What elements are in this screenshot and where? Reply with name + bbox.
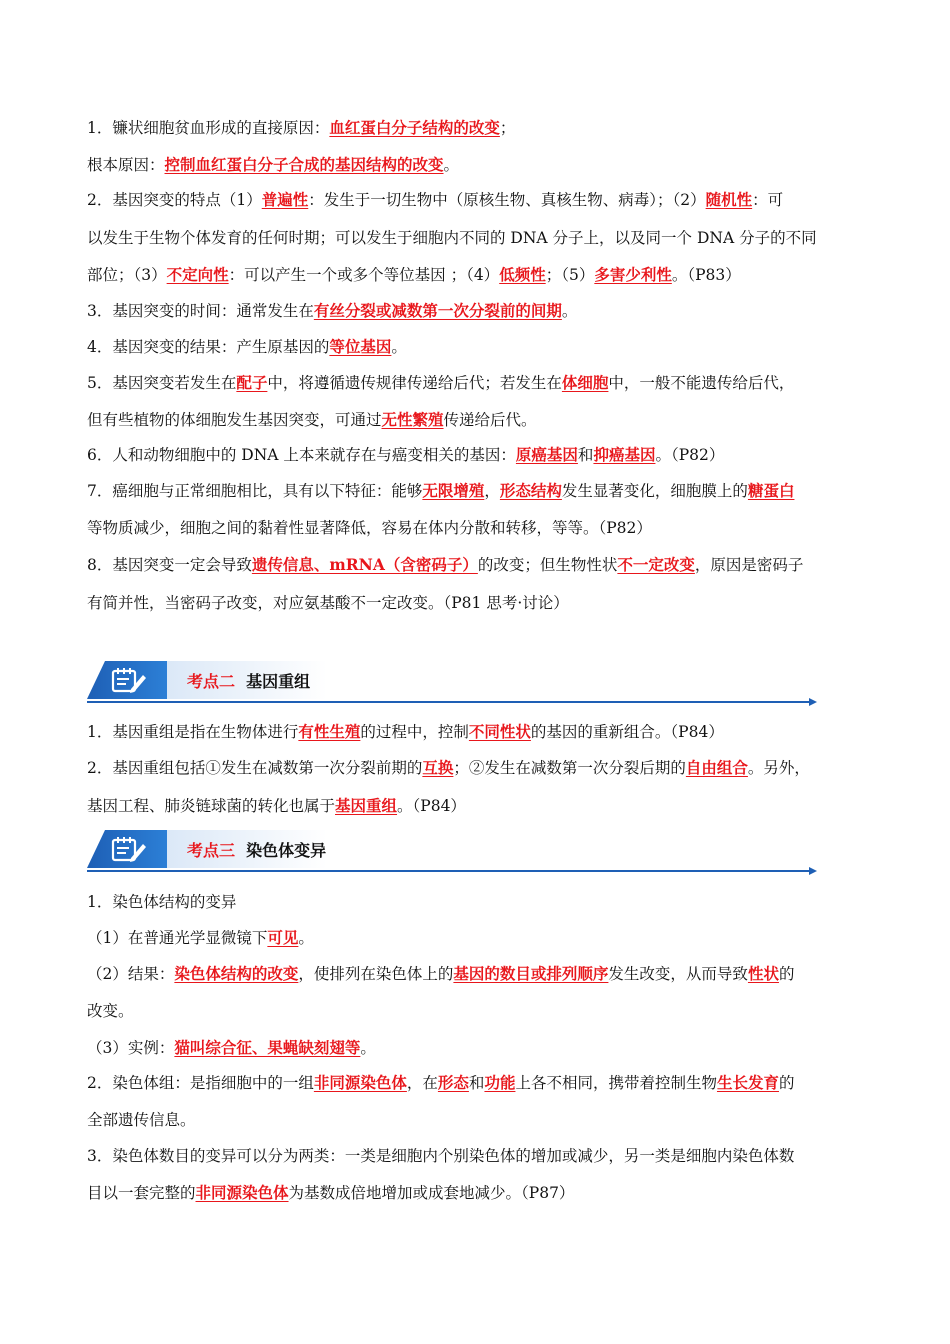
text: 中，将遵循遗传规律传递给后代；若发生在 bbox=[267, 374, 562, 392]
answer-highlight: 血红蛋白分子结构的改变 bbox=[329, 118, 500, 137]
answer-highlight: 不一定改变 bbox=[617, 555, 695, 574]
answer-highlight: 糖蛋白 bbox=[747, 481, 795, 500]
answer-highlight: 体细胞 bbox=[561, 373, 609, 392]
text-line bbox=[87, 445, 877, 465]
text: 7．癌细胞与正常细胞相比，具有以下特征：能够 bbox=[87, 482, 423, 500]
answer-highlight: 非同源染色体 bbox=[313, 1073, 407, 1092]
text-line: 3．染色体数目的变异可以分为两类：一类是细胞内个别染色体的增加或减少，另一类是细胞内染色体数 bbox=[87, 1147, 795, 1165]
text: 为基数成倍地增加或成套地减少。（P87） bbox=[288, 1184, 575, 1202]
text-line bbox=[87, 1073, 877, 1093]
text: 。 bbox=[298, 929, 314, 947]
text: （1）在普通光学显微镜下 bbox=[87, 929, 268, 947]
section-number: 考点三 bbox=[187, 841, 236, 860]
answer-highlight: 遗传信息、mRNA（含密码子） bbox=[251, 555, 478, 574]
text-line bbox=[87, 555, 877, 575]
answer-highlight: 染色体结构的改变 bbox=[174, 964, 299, 983]
text: 2．染色体组：是指细胞中的一组 bbox=[87, 1074, 314, 1092]
text: ：可 bbox=[752, 191, 784, 209]
text: 的基因的重新组合。（P84） bbox=[530, 723, 724, 741]
text: 2．基因重组包括①发生在减数第一次分裂前期的 bbox=[87, 759, 423, 777]
text: ； bbox=[499, 119, 516, 137]
answer-highlight: 抑癌基因 bbox=[593, 445, 656, 464]
answer-highlight: 生长发育 bbox=[716, 1073, 779, 1092]
rule-arrow-icon bbox=[809, 867, 817, 875]
text: 4．基因突变的结果：产生原基因的 bbox=[87, 338, 330, 356]
section-title bbox=[187, 669, 310, 692]
answer-highlight: 等位基因 bbox=[329, 337, 392, 356]
text: 和 bbox=[577, 446, 594, 464]
text-line bbox=[87, 410, 877, 430]
text-line bbox=[87, 758, 877, 778]
text: 5．基因突变若发生在 bbox=[87, 374, 237, 392]
text-line bbox=[87, 796, 877, 816]
text: 目以一套完整的 bbox=[87, 1184, 196, 1202]
text-line bbox=[87, 481, 877, 501]
notepad-icon bbox=[109, 834, 149, 864]
answer-highlight: 多害少利性 bbox=[594, 265, 672, 284]
answer-highlight: 形态结构 bbox=[499, 481, 562, 500]
text: 但有些植物的体细胞发生基因突变，可通过 bbox=[87, 411, 382, 429]
text: ；（5） bbox=[545, 266, 595, 284]
section-title-text: 基因重组 bbox=[246, 672, 311, 691]
text: 发生改变，从而导致 bbox=[608, 965, 748, 983]
text-line bbox=[87, 928, 877, 948]
text: 基因工程、肺炎链球菌的转化也属于 bbox=[87, 797, 336, 815]
text: 8．基因突变一定会导致 bbox=[87, 556, 252, 574]
text: ， bbox=[484, 482, 500, 500]
answer-highlight: 控制血红蛋白分子合成的基因结构的改变 bbox=[164, 155, 444, 174]
text: 。 bbox=[443, 156, 460, 174]
text: ：发生于一切生物中（原核生物、真核生物、病毒）；（2） bbox=[308, 191, 706, 209]
text: 。 bbox=[360, 1039, 376, 1057]
text: 。 bbox=[561, 302, 578, 320]
text-line bbox=[87, 1183, 877, 1203]
text-line bbox=[87, 337, 877, 357]
answer-highlight: 形态 bbox=[437, 1073, 469, 1092]
text-line: 等物质减少，细胞之间的黏着性显著降低，容易在体内分散和转移，等等。（P82） bbox=[87, 519, 652, 537]
answer-highlight: 不定向性 bbox=[166, 265, 229, 284]
section-title-text: 染色体变异 bbox=[246, 841, 327, 860]
text: 的 bbox=[778, 1074, 795, 1092]
text-line bbox=[87, 722, 877, 742]
section-rule bbox=[87, 701, 811, 703]
text: 2．基因突变的特点（1） bbox=[87, 191, 262, 209]
text-line bbox=[87, 373, 877, 393]
text: ：可以产生一个或多个等位基因 ；（4） bbox=[228, 266, 500, 284]
answer-highlight: 配子 bbox=[236, 373, 268, 392]
text: 1．基因重组是指在生物体进行 bbox=[87, 723, 299, 741]
text-line: 以发生于生物个体发育的任何时期；可以发生于细胞内不同的 DNA 分子上，以及同一个 DNA 分子的不同 bbox=[87, 229, 817, 247]
text-line: 全部遗传信息。 bbox=[87, 1111, 196, 1129]
answer-highlight: 可见 bbox=[267, 928, 299, 947]
answer-highlight: 无限增殖 bbox=[422, 481, 485, 500]
text-line bbox=[87, 190, 877, 210]
text-line: 1．染色体结构的变异 bbox=[87, 893, 237, 911]
text-line bbox=[87, 964, 877, 984]
text: 传递给后代。 bbox=[443, 411, 537, 429]
text-line bbox=[87, 301, 877, 321]
section-number: 考点二 bbox=[187, 672, 236, 691]
notepad-icon bbox=[109, 665, 149, 695]
answer-highlight: 基因重组 bbox=[335, 796, 398, 815]
text: 。 bbox=[391, 338, 407, 356]
text: 。（P83） bbox=[671, 266, 741, 284]
answer-highlight: 不同性状 bbox=[468, 722, 531, 741]
text: ，使排列在染色体上的 bbox=[298, 965, 454, 983]
text: 中，一般不能遗传给后代， bbox=[608, 374, 795, 392]
answer-highlight: 有性生殖 bbox=[298, 722, 361, 741]
answer-highlight: 普遍性 bbox=[261, 190, 309, 209]
text: ；②发生在减数第一次分裂后期的 bbox=[453, 759, 686, 777]
answer-highlight: 互换 bbox=[422, 758, 454, 777]
text: 的 bbox=[778, 965, 795, 983]
text: 3．基因突变的时间：通常发生在 bbox=[87, 302, 314, 320]
answer-highlight: 基因的数目或排列顺序 bbox=[453, 964, 609, 983]
answer-highlight: 有丝分裂或减数第一次分裂前的间期 bbox=[313, 301, 562, 320]
text: （2）结果： bbox=[87, 965, 175, 983]
text-line: 有简并性，当密码子改变，对应氨基酸不一定改变。（P81 思考·讨论） bbox=[87, 594, 569, 612]
answer-highlight: 随机性 bbox=[705, 190, 753, 209]
section-rule bbox=[87, 870, 811, 872]
answer-highlight: 功能 bbox=[484, 1073, 516, 1092]
text: 1．镰状细胞贫血形成的直接原因： bbox=[87, 119, 330, 137]
text: 上各不相同，携带着控制生物 bbox=[515, 1074, 717, 1092]
answer-highlight: 猫叫综合征、果蝇缺刻翅等 bbox=[174, 1038, 361, 1057]
section-header-3 bbox=[87, 830, 817, 874]
text: 。（P84） bbox=[397, 797, 466, 815]
answer-highlight: 原癌基因 bbox=[515, 445, 578, 464]
answer-highlight: 自由组合 bbox=[685, 758, 748, 777]
text: 6．人和动物细胞中的 DNA 上本来就存在与癌变相关的基因： bbox=[87, 446, 516, 464]
answer-highlight: 性状 bbox=[747, 964, 779, 983]
text: ，在 bbox=[406, 1074, 438, 1092]
text-line bbox=[87, 1038, 877, 1058]
text-line bbox=[87, 118, 877, 138]
text: （3）实例： bbox=[87, 1039, 175, 1057]
text: 部位；（3） bbox=[87, 266, 167, 284]
text: ，原因是密码子 bbox=[694, 556, 804, 574]
text: 和 bbox=[468, 1074, 485, 1092]
answer-highlight: 低频性 bbox=[499, 265, 546, 284]
text: 的改变；但生物性状 bbox=[477, 556, 618, 574]
section-header-2 bbox=[87, 661, 817, 705]
rule-arrow-icon bbox=[809, 698, 817, 706]
text: 根本原因： bbox=[87, 156, 165, 174]
answer-highlight: 非同源染色体 bbox=[195, 1183, 289, 1202]
text-line: 改变。 bbox=[87, 1002, 134, 1020]
text: 。另外， bbox=[747, 759, 810, 777]
text: 的过程中，控制 bbox=[360, 723, 469, 741]
text-line bbox=[87, 265, 877, 285]
text: 。（P82） bbox=[655, 446, 725, 464]
answer-highlight: 无性繁殖 bbox=[381, 410, 444, 429]
text: 发生显著变化，细胞膜上的 bbox=[561, 482, 748, 500]
text-line bbox=[87, 155, 877, 175]
section-title bbox=[187, 838, 326, 861]
